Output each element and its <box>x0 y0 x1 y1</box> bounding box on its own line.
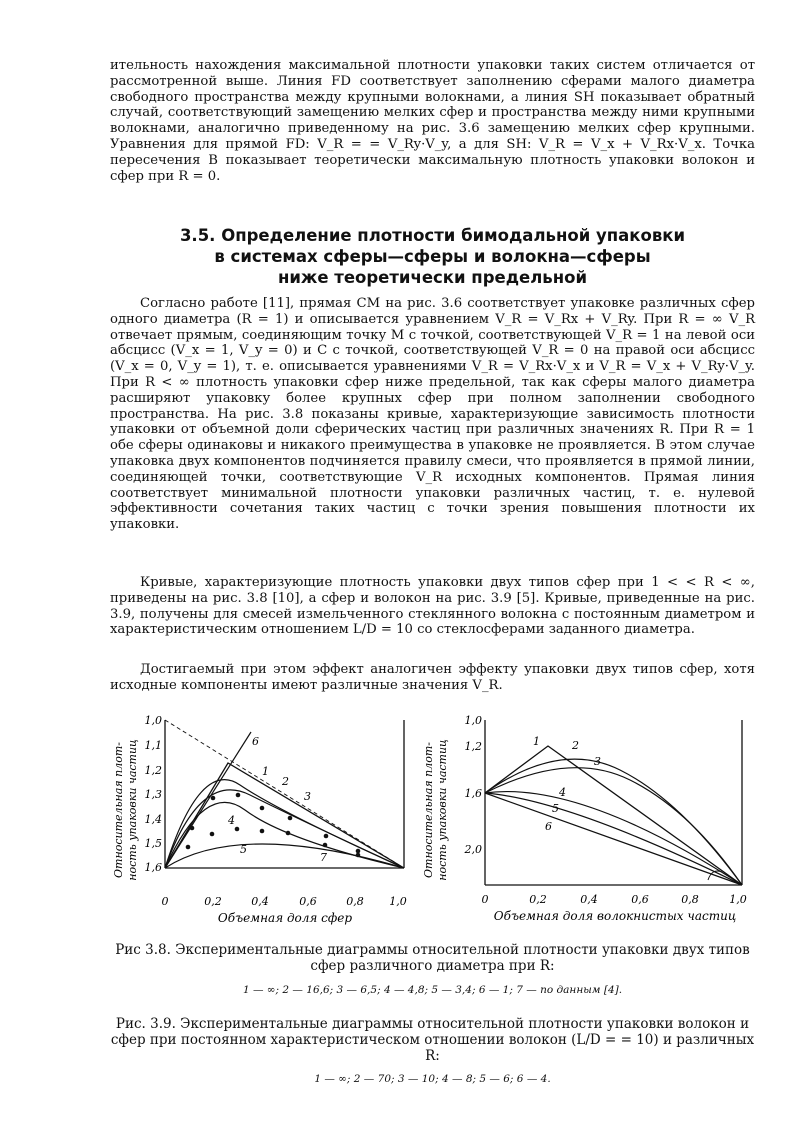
fig38-x-tick: 0 <box>161 895 169 908</box>
fig39-curve-3 <box>485 768 742 885</box>
figure-3-8-plot <box>108 712 418 932</box>
fig39-curve-label-2: 2 <box>572 739 579 752</box>
section-title-line-2: в системах сферы—сферы и волокна—сферы <box>214 247 651 266</box>
fig38-xlabel: Объемная доля сфер <box>217 911 353 925</box>
fig38-curve-label-6: 6 <box>252 735 259 748</box>
intro-paragraph: ительность нахождения максимальной плотности упаковки таких систем отличается от рассмотренной выше. Линия FD соответствует заполнению сферами малого диаметра свободного пространства между крупными волокнами, а линия SH показывает обратный случай, соответствующий замещению мелких сфер и пространства между ними крупными волокнами, аналогично приведенному на рис. 3.6 замещению мелких сфер крупными. Уравнения для прямой FD: V_R = = V_Ry·V_y, а для SH: V_R = V_x + V_Rx·V_x. Точка пересечения B показывает теоретически максимальную плотность упаковки волокон и сфер при R = 0. <box>110 58 755 184</box>
figure-3-9 <box>418 712 758 932</box>
fig38-x-tick: 1,0 <box>389 895 407 908</box>
fig39-ylabel-1: Относительная плот- <box>422 742 435 878</box>
fig38-curve-label-2: 2 <box>282 775 289 788</box>
figure-3-9-plot <box>418 712 758 932</box>
fig39-curve-label-5: 5 <box>552 802 559 815</box>
fig38-y-tick: 1,0 <box>144 714 162 727</box>
fig38-y-tick: 1,3 <box>144 788 162 801</box>
fig38-dashed-line <box>165 720 404 868</box>
fig38-curve-label-5: 5 <box>240 843 247 856</box>
section-heading <box>110 225 755 288</box>
figure-3-8-legend: 1 — ∞; 2 — 16,6; 3 — 6,5; 4 — 4,8; 5 — 3,4; 6 — 1; 7 — по данным [4]. <box>242 984 623 996</box>
fig39-curve-label-1: 1 <box>533 735 540 748</box>
body-paragraph-1: Согласно работе [11], прямая CM на рис. 3.6 соответствует упаковке различных сфер одного диаметра (R = 1) и описывается уравнением V_R = V_Rx + V_Ry. При R = ∞ V_R отвечает прямым, соединяющим точку M с точкой, соответствующей V_R = 1 на левой оси абсцисс (V_x = 1, V_y = 0) и C с точкой, соответствующей V_R = 0 на правой оси абсцисс (V_x = 0, V_y = 1), т. е. описывается уравнениями V_R = V_Rx·V_x и V_R = V_x + V_Ry·V_y. При R < ∞ плотность упаковки сфер ниже предельной, так как сферы малого диаметра расширяют упаковку более крупных сфер при полном заполнении свободного пространства. На рис. 3.8 показаны кривые, характеризующие зависимость плотности упаковки от объемной доли сферических частиц при различных значениях R. При R = 1 обе сферы одинаковы и никакого преимущества в упаковке не проявляется. В этом случае упаковка двух компонентов подчиняется правилу смеси, что проявляется в прямой линии, соединяющей точки, соответствующие V_R исходных компонентов. Прямая линия соответствует минимальной плотности упаковки различных частиц, т. е. нулевой эффективности сочетания таких частиц с точки зрения повышения плотности их упаковки. <box>110 296 755 533</box>
fig38-ylabel-1: Относительная плот- <box>112 742 125 878</box>
fig38-curve-label-3: 3 <box>304 790 311 803</box>
body-paragraph-2: Кривые, характеризующие плотность упаковки двух типов сфер при 1 < < R < ∞, приведены на рис. 3.8 [10], а сфер и волокон на рис. 3.9 [5]. Кривые, приведенные на рис. 3.9, получены для смесей измельченного стеклянного волокна с постоянным диаметром и характеристическим отношением L/D = 10 со стеклосферами заданного диаметра. <box>110 575 755 638</box>
fig38-y-tick: 1,6 <box>144 861 162 874</box>
fig39-x-tick: 1,0 <box>729 893 747 906</box>
fig38-y-tick: 1,5 <box>144 837 162 850</box>
fig39-y-tick: 1,2 <box>464 740 482 753</box>
fig39-x-tick: 0 <box>481 893 489 906</box>
fig38-y-tick: 1,1 <box>144 739 162 752</box>
fig38-curve-label-1: 1 <box>262 765 269 778</box>
fig39-curve-label-4: 4 <box>559 786 566 799</box>
fig38-x-tick: 0,8 <box>346 895 364 908</box>
fig38-y-tick: 1,4 <box>144 813 162 826</box>
fig39-curve-6 <box>485 793 742 885</box>
section-title-line-3: ниже теоретически предельной <box>277 268 588 287</box>
fig39-curve-label-6: 6 <box>545 820 552 833</box>
fig38-x-tick: 0,6 <box>299 895 317 908</box>
figure-3-9-legend: 1 — ∞; 2 — 70; 3 — 10; 4 — 8; 5 — 6; 6 — 4. <box>314 1073 551 1085</box>
fig38-x-tick: 0,2 <box>204 895 222 908</box>
figure-3-9-caption: Рис. 3.9. Экспериментальные диаграммы относительной плотности упаковки волокон и сфер при постоянном характеристическом отношении волокон (L/D = = 10) и различных R: <box>110 1016 755 1064</box>
fig39-x-tick: 0,8 <box>681 893 699 906</box>
fig39-ylabel-2: ность упаковки частиц <box>436 739 449 881</box>
fig38-curve-3 <box>165 790 404 868</box>
fig38-curve-5 <box>165 844 404 868</box>
fig39-y-tick: 1,0 <box>464 714 482 727</box>
fig38-ylabel-2: ность упаковки частиц <box>126 739 139 881</box>
fig39-xlabel: Объемная доля волокнистых частиц <box>493 909 737 923</box>
fig39-x-tick: 0,4 <box>580 893 598 906</box>
fig38-curve-2 <box>165 780 404 868</box>
fig38-curve-label-7: 7 <box>320 851 327 864</box>
fig39-y-tick: 1,6 <box>464 787 482 800</box>
section-title-line-1: 3.5. Определение плотности бимодальной упаковки <box>179 226 686 245</box>
fig39-x-tick: 0,6 <box>631 893 649 906</box>
fig38-curve-label-4: 4 <box>228 814 235 827</box>
fig38-y-tick: 1,2 <box>144 764 162 777</box>
fig39-x-tick: 0,2 <box>529 893 547 906</box>
figure-3-8-caption: Рис 3.8. Экспериментальные диаграммы относительной плотности упаковки двух типов сфер различного диаметра при R: <box>115 942 750 974</box>
fig39-y-tick: 2,0 <box>464 843 482 856</box>
fig38-x-tick: 0,4 <box>251 895 269 908</box>
fig39-curve-label-3: 3 <box>594 755 601 768</box>
figure-3-8 <box>108 712 418 932</box>
body-paragraph-3: Достигаемый при этом эффект аналогичен эффекту упаковки двух типов сфер, хотя исходные компоненты имеют различные значения V_R. <box>110 662 755 693</box>
